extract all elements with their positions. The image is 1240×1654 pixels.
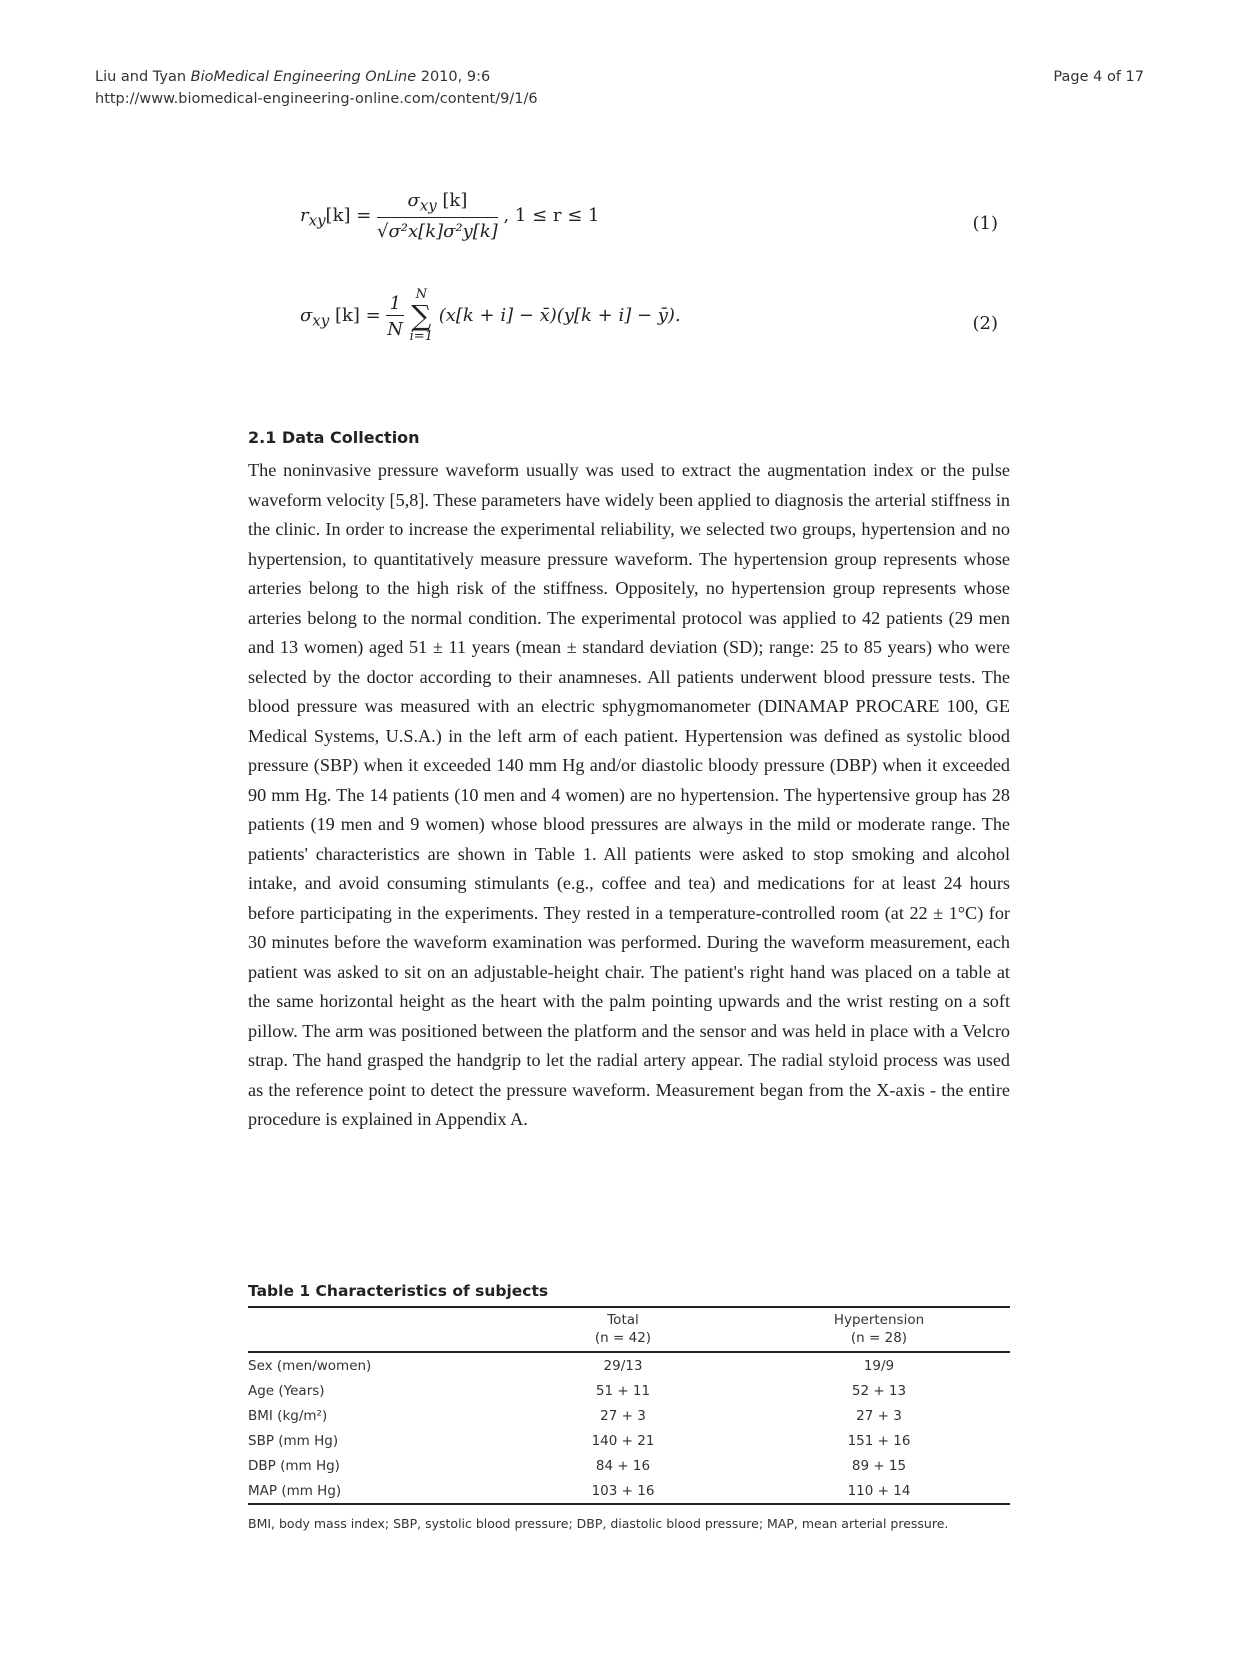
eq2-body: (x[k + i] − x̄)(y[k + i] − ȳ). [438, 305, 681, 326]
table-row: SBP (mm Hg) 140 + 21 151 + 16 [248, 1432, 911, 1449]
eq1-fraction [377, 190, 498, 242]
subjects-table [248, 1306, 1010, 1505]
running-header [95, 66, 538, 110]
header-authors: Liu and Tyan [95, 69, 191, 85]
table-row: Sex (men/women) 29/13 19/9 [248, 1357, 895, 1374]
eq1-denominator: √σ²x[k]σ²y[k] [377, 220, 498, 242]
table-caption: Table 1 Characteristics of subjects [248, 1282, 549, 1300]
section-heading: 2.1 Data Collection [248, 428, 420, 447]
eq1-lhs: $r_{xy}[k]$ = [300, 204, 372, 230]
eq1-numerator: $\sigma_{xy}$ [k] [377, 190, 498, 218]
header-journal: BioMedical Engineering OnLine [190, 69, 417, 85]
table-row: DBP (mm Hg) 84 + 16 89 + 15 [248, 1457, 907, 1474]
summation-symbol: N ∑ i=1 [409, 287, 433, 344]
body-paragraph: The noninvasive pressure waveform usually was used to extract the augmentation index or the pulse waveform velocity [5,8]. These parameters have widely been applied to diagnosis the arterial stiffness in the clinic. In order to increase the experimental reliability, we selected two groups, hypertension and no hypertension, to quantitatively measure pressure waveform. The hypertension group represents whose arteries belong to the high risk of the stiffness. Oppositely, no hypertension group represents whose arteries belong to the normal condition. The experimental protocol was applied to 42 patients (29 men and 13 women) aged 51 ± 11 years (mean ± standard deviation (SD); range: 25 to 85 years) who were selected by the doctor according to their anamneses. All patients underwent blood pressure tests. The blood pressure was measured with an electric sphygmomanometer (DINAMAP PROCARE 100, GE Medical Systems, U.S.A.) in the left arm of each patient. Hypertension was defined as systolic blood pressure (SBP) when it exceeded 140 mm Hg and/or diastolic bloody pressure (DBP) when it exceeded 90 mm Hg. The 14 patients (10 men and 4 women) are no hypertension. The hypertensive group has 28 patients (19 men and 9 women) whose blood pressures are always in the mild or moderate range. The patients' characteristics are shown in Table 1. All patients were asked to stop smoking and alcohol intake, and avoid consuming stimulants (e.g., coffee and tea) and medications for at least 24 hours before participating in the experiments. They rested in a temperature-controlled room (at 22 ± 1°C) for 30 minutes before the waveform examination was performed. During the waveform measurement, each patient was asked to sit on an adjustable-height chair. The patient's right hand was placed on a table at the same horizontal height as the heart with the palm pointing upwards and the wrist resting on a soft pillow. The arm was positioned between the platform and the sensor and was held in place with a Velcro strap. The hand grasped the handgrip to let the radial artery appear. The radial styloid process was used as the reference point to detect the pressure waveform. Measurement began from the X-axis - the entire procedure is explained in Appendix A. [248, 460, 1010, 1129]
citation-line [95, 66, 538, 88]
equation-1-number: (1) [972, 213, 998, 234]
table-header-empty [248, 1307, 498, 1352]
table-header-row [248, 1307, 1010, 1352]
table-header-hypertension: Hypertension (n = 28) [833, 1312, 925, 1346]
page-number: Page 4 of 17 [1053, 69, 1144, 85]
table-row: MAP (mm Hg) 103 + 16 110 + 14 [248, 1478, 1010, 1504]
header-url[interactable]: http://www.biomedical-engineering-online.com/content/9/1/6 [95, 91, 538, 107]
eq2-lhs: $\sigma_{xy}$ [k] = [300, 305, 381, 330]
equation-2-number: (2) [972, 313, 998, 334]
table-footnote: BMI, body mass index; SBP, systolic blood pressure; DBP, diastolic blood pressure; MAP, mean arterial pressure. [248, 1516, 949, 1531]
eq1-condition: , 1 ≤ r ≤ 1 [503, 204, 600, 226]
equation-1 [300, 190, 600, 242]
eq2-fraction: $\frac{1}{N}$ [387, 292, 404, 340]
table-header-total: Total (n = 42) [594, 1312, 652, 1346]
equation-2 [300, 288, 681, 344]
header-citation: 2010, 9:6 [416, 69, 491, 85]
table-row: Age (Years) 51 + 11 52 + 13 [248, 1382, 907, 1399]
table-row: BMI (kg/m²) 27 + 3 27 + 3 [248, 1407, 902, 1424]
